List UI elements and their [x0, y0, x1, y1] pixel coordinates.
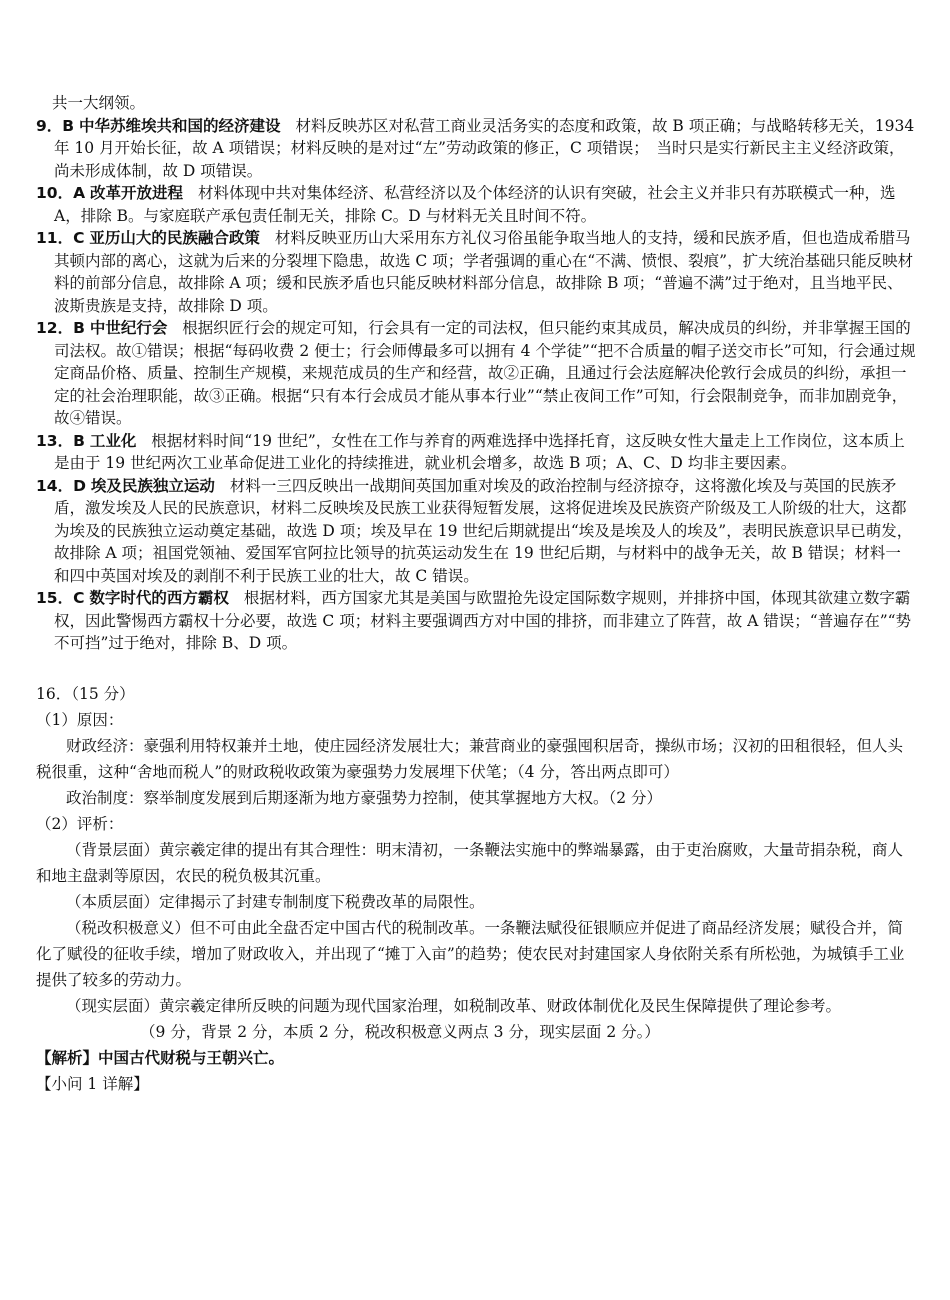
answer-item-15	[36, 587, 916, 655]
answer-item-12	[36, 317, 916, 430]
answer-text: 根据材料，西方国家尤其是美国与欧盟抢先设定国际数字规则，并排挤中国，体现其欲建立数字霸权，因此警惕西方霸权十分必要，故选 C 项；材料主要强调西方对中国的排挤，而非建立了阵营，故 A 错误；“普遍存在”“势不可挡”过于绝对，排除 B、D 项。	[54, 589, 912, 652]
answer-text: 材料一三四反映出一战期间英国加重对埃及的政治控制与经济掠夺，这将激化埃及与英国的民族矛盾，激发埃及人民的民族意识，材料二反映埃及民族工业获得短暂发展，这将促进埃及民族资产阶级及工人阶级的壮大，这都为埃及的民族独立运动奠定基础，故选 D 项；埃及早在 19 世纪后期就提出“埃及是埃及人的埃及”，表明民族意识早已萌发，故排除 A 项；祖国党领袖、爱国军官阿拉比领导的抗英运动发生在 19 世纪后期，与材料中的战争无关，故 B 错误；材料一和四中英国对埃及的剥削不利于民族工业的壮大，故 C 错误。	[54, 476, 913, 585]
answer-topic: 中华苏维埃共和国的经济建设	[79, 116, 281, 135]
spacer	[36, 655, 916, 681]
answer-text: 根据材料时间“19 世纪”，女性在工作与养育的两难选择中选择托育，这反映女性大量走上工作岗位，这本质上是由于 19 世纪两次工业革命促进工业化的持续推进，就业机会增多，故选 B 项；A、C、D 均非主要因素。	[54, 431, 905, 472]
answer-topic: 改革开放进程	[90, 184, 184, 202]
answer-item-13	[36, 430, 916, 475]
answer-topic: 工业化	[89, 431, 137, 450]
answer-topic: 中世纪行会	[89, 319, 168, 337]
answer-topic: 数字时代的西方霸权	[89, 589, 229, 607]
answer-number: 10．A	[36, 184, 86, 202]
paragraph-background: （背景层面）黄宗羲定律的提出有其合理性：明末清初，一条鞭法实施中的弊端暴露，由于吏治腐败，大量苛捐杂税，商人和地主盘剥等原因，农民的税负极其沉重。	[36, 840, 904, 885]
paragraph-finance: 财政经济：豪强利用特权兼并土地，使庄园经济发展壮大；兼营商业的豪强囤积居奇，操纵市场；汉初的田租很轻，但人头税很重，这种“舍地而税人”的财政税收政策为豪强势力发展埋下伏笔；（4 分，答出两点即可）	[36, 736, 904, 781]
continuation-text: 共一大纲领。	[52, 94, 146, 112]
answer-number: 15．C	[36, 589, 85, 607]
answer-text: 材料反映亚历山大采用东方礼仪习俗虽能争取当地人的支持，缓和民族矛盾，但也造成希腊马其顿内部的离心，这就为后来的分裂埋下隐患，故选 C 项；学者强调的重心在“不满、愤恨、裂痕”，扩大统治基础只能反映材料的前部分信息，故排除 A 项；缓和民族矛盾也只能反映材料部分信息，故排除 B 项；“普遍不满”过于绝对，且当地平民、波斯贵族是支持，故排除 D 项。	[54, 229, 914, 315]
answer-page	[36, 92, 916, 1097]
part1-label: （1）原因：	[36, 710, 124, 729]
answer-item-10	[36, 182, 916, 227]
paragraph-politics: 政治制度：察举制度发展到后期逐渐为地方豪强势力控制，使其掌握地方大权。（2 分）	[66, 788, 663, 807]
answer-number: 12．B	[36, 319, 85, 337]
paragraph-reality: （现实层面）黄宗羲定律所反映的问题为现代国家治理，如税制改革、财政体制优化及民生保障提供了理论参考。	[66, 996, 842, 1015]
answer-text: 材料反映苏区对私营工商业灵活务实的态度和政策，故 B 项正确；与战略转移无关，1934 年 10 月开始长征，故 A 项错误；材料反映的是对过“左”劳动政策的修正，C 项错误； 当时只是实行新民主主义经济政策，尚未形成体制，故 D 项错误。	[54, 116, 915, 180]
answer-item-9	[36, 115, 916, 183]
answer-number: 9．B	[36, 116, 75, 135]
answer-topic: 埃及民族独立运动	[90, 476, 215, 495]
analysis-heading: 【解析】中国古代财税与王朝兴亡。	[36, 1048, 285, 1067]
part2-label: （2）评析：	[36, 814, 124, 833]
paragraph-reform-significance: （税改积极意义）但不可由此全盘否定中国古代的税制改革。一条鞭法赋役征银顺应并促进了商品经济发展；赋役合并，简化了赋役的征收手续，增加了财政收入，并出现了“摊丁入亩”的趋势；使农民对封建国家人身依附关系有所松弛，为城镇手工业提供了较多的劳动力。	[36, 918, 905, 989]
answer-item-14	[36, 475, 916, 588]
answer-number: 11．C	[36, 229, 85, 247]
answer-topic: 亚历山大的民族融合政策	[89, 229, 260, 247]
score-note: （9 分，背景 2 分，本质 2 分，税改积极意义两点 3 分，现实层面 2 分。）	[140, 1022, 660, 1041]
answer-item-11	[36, 227, 916, 317]
answer-text: 材料体现中共对集体经济、私营经济以及个体经济的认识有突破，社会主义并非只有苏联模式一种，选 A，排除 B。与家庭联产承包责任制无关，排除 C。D 与材料无关且时间不符。	[54, 184, 896, 225]
answer-number: 14．D	[36, 476, 86, 495]
paragraph-essence: （本质层面）定律揭示了封建专制制度下税费改革的局限性。	[66, 892, 485, 911]
question-16-heading: 16．（15 分）	[36, 684, 135, 703]
sub-question-1-heading: 【小问 1 详解】	[36, 1074, 149, 1093]
answer-text: 根据织匠行会的规定可知，行会具有一定的司法权，但只能约束其成员，解决成员的纠纷，并非掌握王国的司法权。故①错误；根据“每码收费 2 便士；行会师傅最多可以拥有 4 个学徒”“把不合质量的帽子送交市长”可知，行会通过规定商品价格、质量、控制生产规模，来规范成员的生产和经营，故②正确，且通过行会法庭解决伦敦行会成员的纠纷，承担一定的社会治理职能，故③正确。根据“只有本行会成员才能从事本行业”“禁止夜间工作”可知，行会限制竞争，而非加剧竞争，故④错误。	[54, 319, 916, 427]
answer-number: 13．B	[36, 431, 85, 450]
